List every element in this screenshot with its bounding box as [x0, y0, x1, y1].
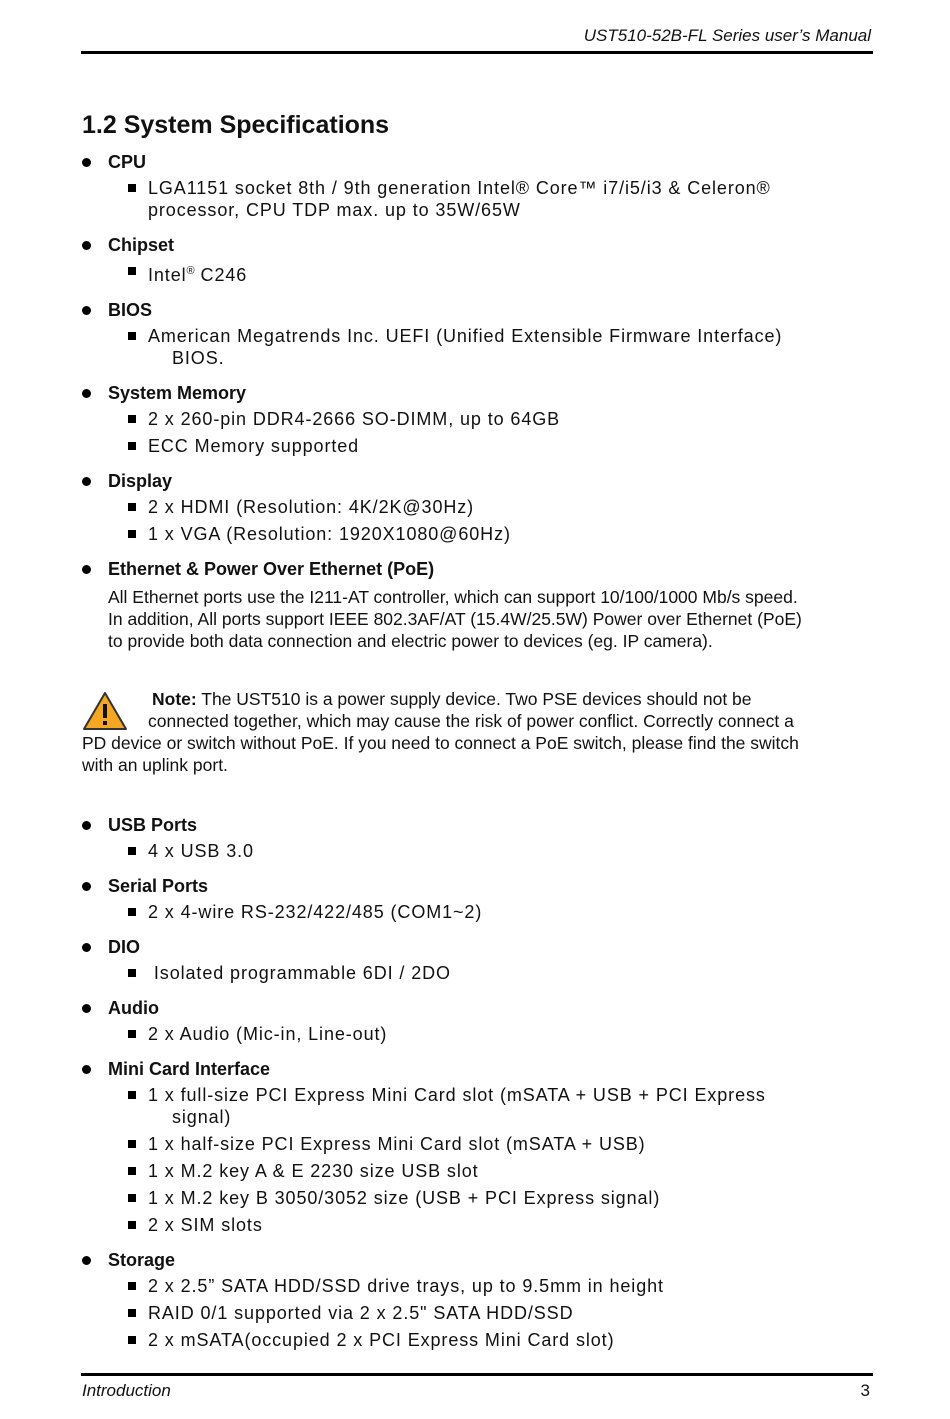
bullet-icon — [82, 882, 91, 891]
registered-mark: ® — [186, 265, 195, 277]
spec-category-display — [82, 469, 872, 496]
square-bullet-icon — [128, 1336, 136, 1344]
bullet-icon — [82, 158, 91, 167]
spec-item-text: 4 x USB 3.0 — [148, 841, 254, 861]
bullet-icon — [82, 306, 91, 315]
spec-item — [82, 1187, 872, 1209]
category-label: Mini Card Interface — [108, 1059, 271, 1079]
category-label: USB Ports — [108, 815, 198, 835]
spec-item-text: Isolated programmable 6DI / 2DO — [148, 963, 451, 983]
manual-title: UST510-52B-FL Series user’s Manual — [583, 26, 871, 45]
spec-item-text: 2 x 260-pin DDR4-2666 SO-DIMM, up to 64GB — [148, 409, 561, 429]
spec-item — [82, 496, 872, 518]
category-label: Ethernet & Power Over Ethernet (PoE) — [108, 559, 435, 579]
note-line: PD device or switch without PoE. If you need to connect a PoE switch, please find the switch — [82, 733, 799, 753]
spec-item — [82, 523, 872, 545]
category-label: CPU — [108, 152, 147, 172]
category-label: DIO — [108, 937, 141, 957]
category-label: System Memory — [108, 383, 247, 403]
square-bullet-icon — [128, 442, 136, 450]
section-title: 1.2 System Specifications — [82, 111, 390, 139]
square-bullet-icon — [128, 969, 136, 977]
spec-category-audio — [82, 996, 872, 1023]
spec-item — [82, 1214, 872, 1236]
spec-item-text-cont: BIOS. — [172, 348, 225, 368]
spec-item-text: 2 x 2.5” SATA HDD/SSD drive trays, up to 9.5mm in height — [148, 1276, 664, 1296]
page-number: 3 — [860, 1381, 870, 1400]
spec-content — [82, 150, 872, 1356]
spec-item-text: 2 x HDMI (Resolution: 4K/2K@30Hz) — [148, 497, 475, 517]
ethernet-description — [82, 586, 872, 652]
ethernet-line: In addition, All ports support IEEE 802.3AF/AT (15.4W/25.5W) Power over Ethernet (PoE) — [108, 609, 802, 629]
spec-item — [82, 1275, 872, 1297]
square-bullet-icon — [128, 415, 136, 423]
category-label: Display — [108, 471, 173, 491]
spec-item-text: 1 x VGA (Resolution: 1920X1080@60Hz) — [148, 524, 511, 544]
category-label: BIOS — [108, 300, 153, 320]
spec-item — [82, 435, 872, 457]
spec-item-text: 2 x mSATA(occupied 2 x PCI Express Mini Card slot) — [148, 1330, 615, 1350]
square-bullet-icon — [128, 530, 136, 538]
square-bullet-icon — [128, 332, 136, 340]
spec-category-usb — [82, 813, 872, 840]
note-line: Note: The UST510 is a power supply device. Two PSE devices should not be — [152, 689, 752, 709]
square-bullet-icon — [128, 1091, 136, 1099]
spec-item — [82, 1023, 872, 1045]
spec-category-cpu — [82, 150, 872, 177]
category-label: Storage — [108, 1250, 176, 1270]
warning-triangle-icon — [82, 691, 128, 731]
spec-item — [82, 408, 872, 430]
spec-item-text: LGA1151 socket 8th / 9th generation Intel® Core™ i7/i5/i3 & Celeron® — [148, 178, 771, 198]
spec-item — [82, 962, 872, 984]
square-bullet-icon — [128, 1309, 136, 1317]
footer-chapter: Introduction — [82, 1381, 171, 1400]
spec-item-text-cont: signal) — [172, 1107, 232, 1127]
square-bullet-icon — [128, 1221, 136, 1229]
bullet-icon — [82, 241, 91, 250]
warning-note — [82, 688, 872, 776]
spec-item-text: 2 x Audio (Mic-in, Line-out) — [148, 1024, 388, 1044]
spec-category-minicard — [82, 1057, 872, 1084]
square-bullet-icon — [128, 1194, 136, 1202]
bullet-icon — [82, 1004, 91, 1013]
spec-category-serial — [82, 874, 872, 901]
square-bullet-icon — [128, 1282, 136, 1290]
square-bullet-icon — [128, 184, 136, 192]
spec-item — [82, 1329, 872, 1351]
note-prefix: Note: — [152, 689, 197, 709]
spec-item-text: 1 x M.2 key B 3050/3052 size (USB + PCI Express signal) — [148, 1188, 661, 1208]
spec-category-dio — [82, 935, 872, 962]
spec-item — [82, 325, 872, 369]
spec-item-text: RAID 0/1 supported via 2 x 2.5" SATA HDD/SSD — [148, 1303, 574, 1323]
bullet-icon — [82, 1256, 91, 1265]
square-bullet-icon — [128, 1140, 136, 1148]
category-label: Audio — [108, 998, 159, 1018]
square-bullet-icon — [128, 908, 136, 916]
spec-item-text: 1 x half-size PCI Express Mini Card slot (mSATA + USB) — [148, 1134, 646, 1154]
spec-category-bios — [82, 298, 872, 325]
square-bullet-icon — [128, 503, 136, 511]
bullet-icon — [82, 943, 91, 952]
ethernet-line: to provide both data connection and electric power to devices (eg. IP camera). — [108, 631, 713, 651]
page-footer — [81, 1373, 873, 1406]
category-label: Chipset — [108, 235, 175, 255]
note-line: connected together, which may cause the risk of power conflict. Correctly connect a — [148, 711, 794, 731]
spec-item — [82, 1302, 872, 1324]
spec-category-ethernet — [82, 557, 872, 584]
square-bullet-icon — [128, 267, 136, 275]
spec-item-text-cont: processor, CPU TDP max. up to 35W/65W — [148, 200, 521, 220]
spec-item — [82, 1133, 872, 1155]
spec-item — [82, 177, 872, 221]
spec-item — [82, 901, 872, 923]
spec-category-chipset — [82, 233, 872, 260]
bullet-icon — [82, 389, 91, 398]
spec-item — [82, 260, 872, 286]
spec-item — [82, 1084, 872, 1128]
spec-item-text: 1 x M.2 key A & E 2230 size USB slot — [148, 1161, 479, 1181]
spec-item-text: American Megatrends Inc. UEFI (Unified Extensible Firmware Interface) — [148, 326, 783, 346]
page-header — [81, 26, 873, 54]
square-bullet-icon — [128, 1030, 136, 1038]
spec-item-text: 1 x full-size PCI Express Mini Card slot (mSATA + USB + PCI Express — [148, 1085, 766, 1105]
square-bullet-icon — [128, 1167, 136, 1175]
bullet-icon — [82, 821, 91, 830]
spec-item-text: ECC Memory supported — [148, 436, 360, 456]
note-line: with an uplink port. — [82, 755, 228, 775]
ethernet-line: All Ethernet ports use the I211-AT controller, which can support 10/100/1000 Mb/s speed. — [108, 587, 798, 607]
spec-item — [82, 1160, 872, 1182]
spec-item-text: 2 x 4-wire RS-232/422/485 (COM1~2) — [148, 902, 483, 922]
spec-item-text-tail: C246 — [194, 265, 248, 285]
bullet-icon — [82, 565, 91, 574]
spec-item-text: Intel — [148, 265, 187, 285]
spec-item — [82, 840, 872, 862]
bullet-icon — [82, 1065, 91, 1074]
square-bullet-icon — [128, 847, 136, 855]
category-label: Serial Ports — [108, 876, 209, 896]
bullet-icon — [82, 477, 91, 486]
spec-category-storage — [82, 1248, 872, 1275]
spec-item-text: 2 x SIM slots — [148, 1215, 263, 1235]
spec-category-memory — [82, 381, 872, 408]
